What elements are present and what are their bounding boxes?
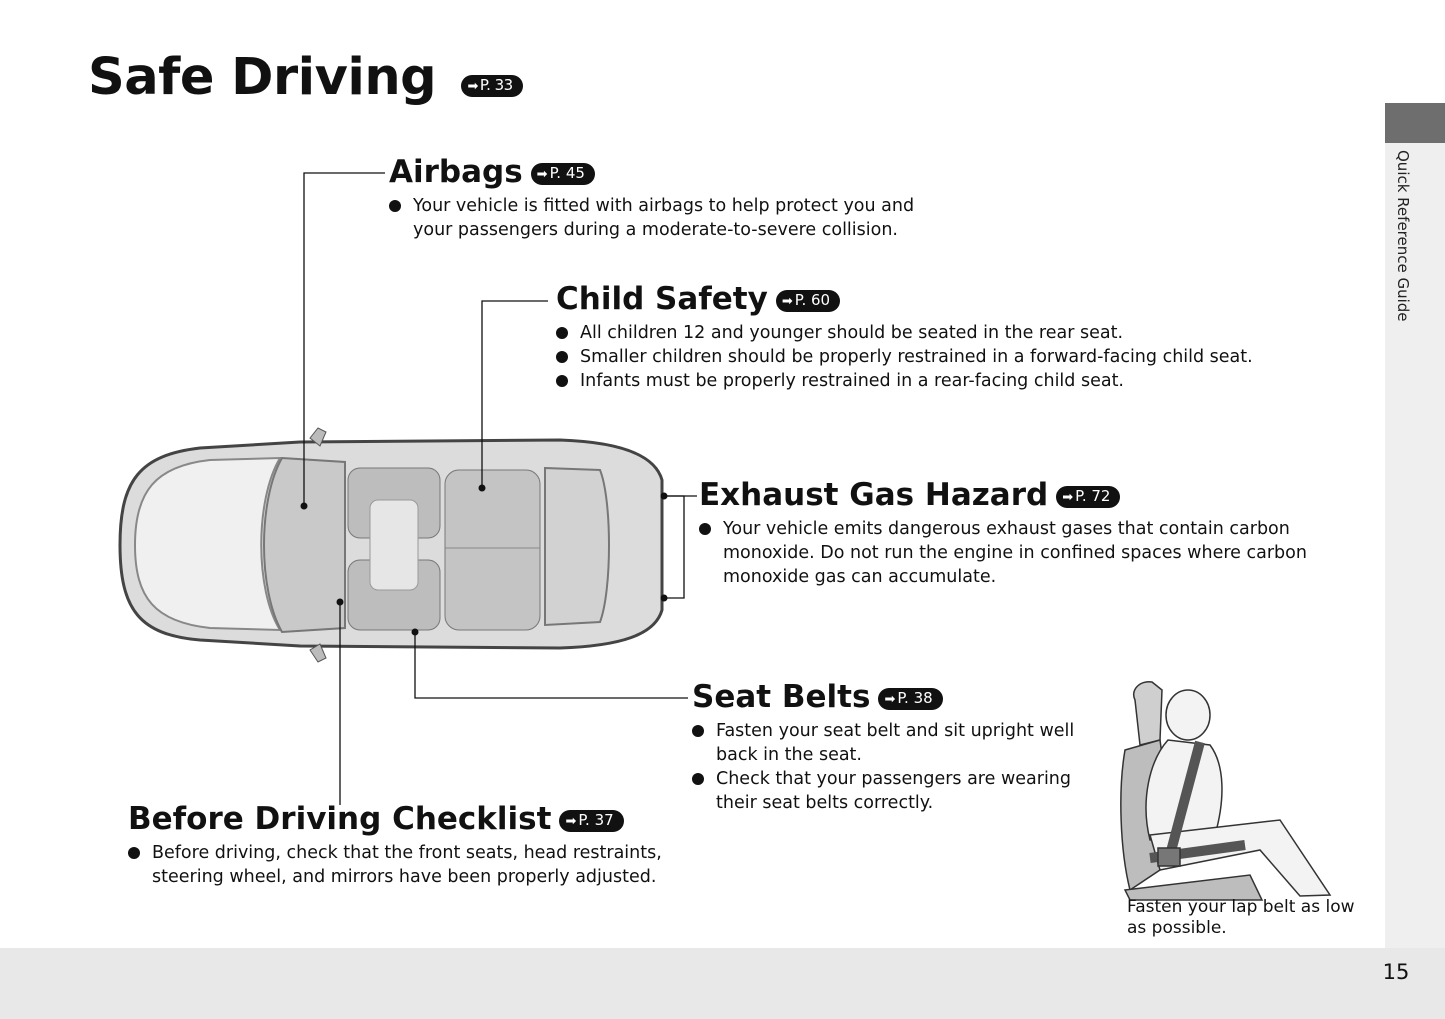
page-title-text: Safe Driving [88, 48, 437, 107]
child-safety-ref-link[interactable]: ➡ P. 60 [776, 290, 840, 312]
section-seat-belts [692, 679, 1096, 815]
list-item: Check that your passengers are wearing their seat belts correctly. [692, 767, 1096, 815]
list-item: Smaller children should be properly restrained in a forward-facing child seat. [556, 345, 1253, 369]
exhaust-ref-link[interactable]: ➡ P. 72 [1056, 486, 1120, 508]
side-section-label: Quick Reference Guide [1394, 150, 1412, 322]
endpoint-airbags [301, 503, 308, 510]
arrow-right-icon: ➡ [467, 79, 478, 94]
arrow-right-icon: ➡ [781, 294, 793, 309]
car-top-view [120, 428, 662, 662]
checklist-heading: Before Driving Checklist ➡ P. 37 [128, 801, 682, 837]
arrow-right-icon: ➡ [536, 167, 548, 182]
exhaust-heading: Exhaust Gas Hazard ➡ P. 72 [699, 477, 1323, 513]
list-item: Before driving, check that the front seats, head restraints, steering wheel, and mirrors have been properly adjusted. [128, 841, 682, 889]
list-item: Infants must be properly restrained in a rear-facing child seat. [556, 369, 1253, 393]
arrow-right-icon: ➡ [884, 692, 896, 707]
section-exhaust-gas-hazard [699, 477, 1323, 589]
endpoint-child-safety [479, 485, 486, 492]
section-before-driving-checklist [128, 801, 682, 889]
airbags-ref-link[interactable]: ➡ P. 45 [531, 163, 595, 185]
arrow-right-icon: ➡ [1062, 490, 1074, 505]
seatbelt-illustration [1121, 682, 1330, 900]
page-number: 15 [1382, 960, 1410, 984]
section-child-safety [556, 281, 1253, 393]
arrow-right-icon: ➡ [565, 814, 577, 829]
illustration-caption: Fasten your lap belt as low as possible. [1127, 897, 1355, 938]
list-item: Fasten your seat belt and sit upright well back in the seat. [692, 719, 1096, 767]
list-item: Your vehicle emits dangerous exhaust gases that contain carbon monoxide. Do not run the engine in confined spaces where carbon monoxide gas can accumulate. [699, 517, 1323, 589]
list-item: Your vehicle is fitted with airbags to help protect you and your passengers during a moderate-to-severe collision. [389, 194, 933, 242]
checklist-ref-link[interactable]: ➡ P. 37 [559, 810, 623, 832]
page-ref-link[interactable]: ➡ P. 33 [461, 75, 522, 97]
child-safety-heading: Child Safety ➡ P. 60 [556, 281, 1253, 317]
leader-exhaust-bracket [664, 496, 684, 598]
endpoint-seat-belts [412, 629, 419, 636]
list-item: All children 12 and younger should be seated in the rear seat. [556, 321, 1253, 345]
seat-belts-heading: Seat Belts ➡ P. 38 [692, 679, 1096, 715]
endpoint-exhaust-top [661, 493, 668, 500]
seat-belts-ref-link[interactable]: ➡ P. 38 [878, 688, 942, 710]
section-airbags [389, 154, 933, 242]
airbags-heading: Airbags ➡ P. 45 [389, 154, 933, 190]
endpoint-exhaust-bottom [661, 595, 668, 602]
endpoint-checklist [337, 599, 344, 606]
